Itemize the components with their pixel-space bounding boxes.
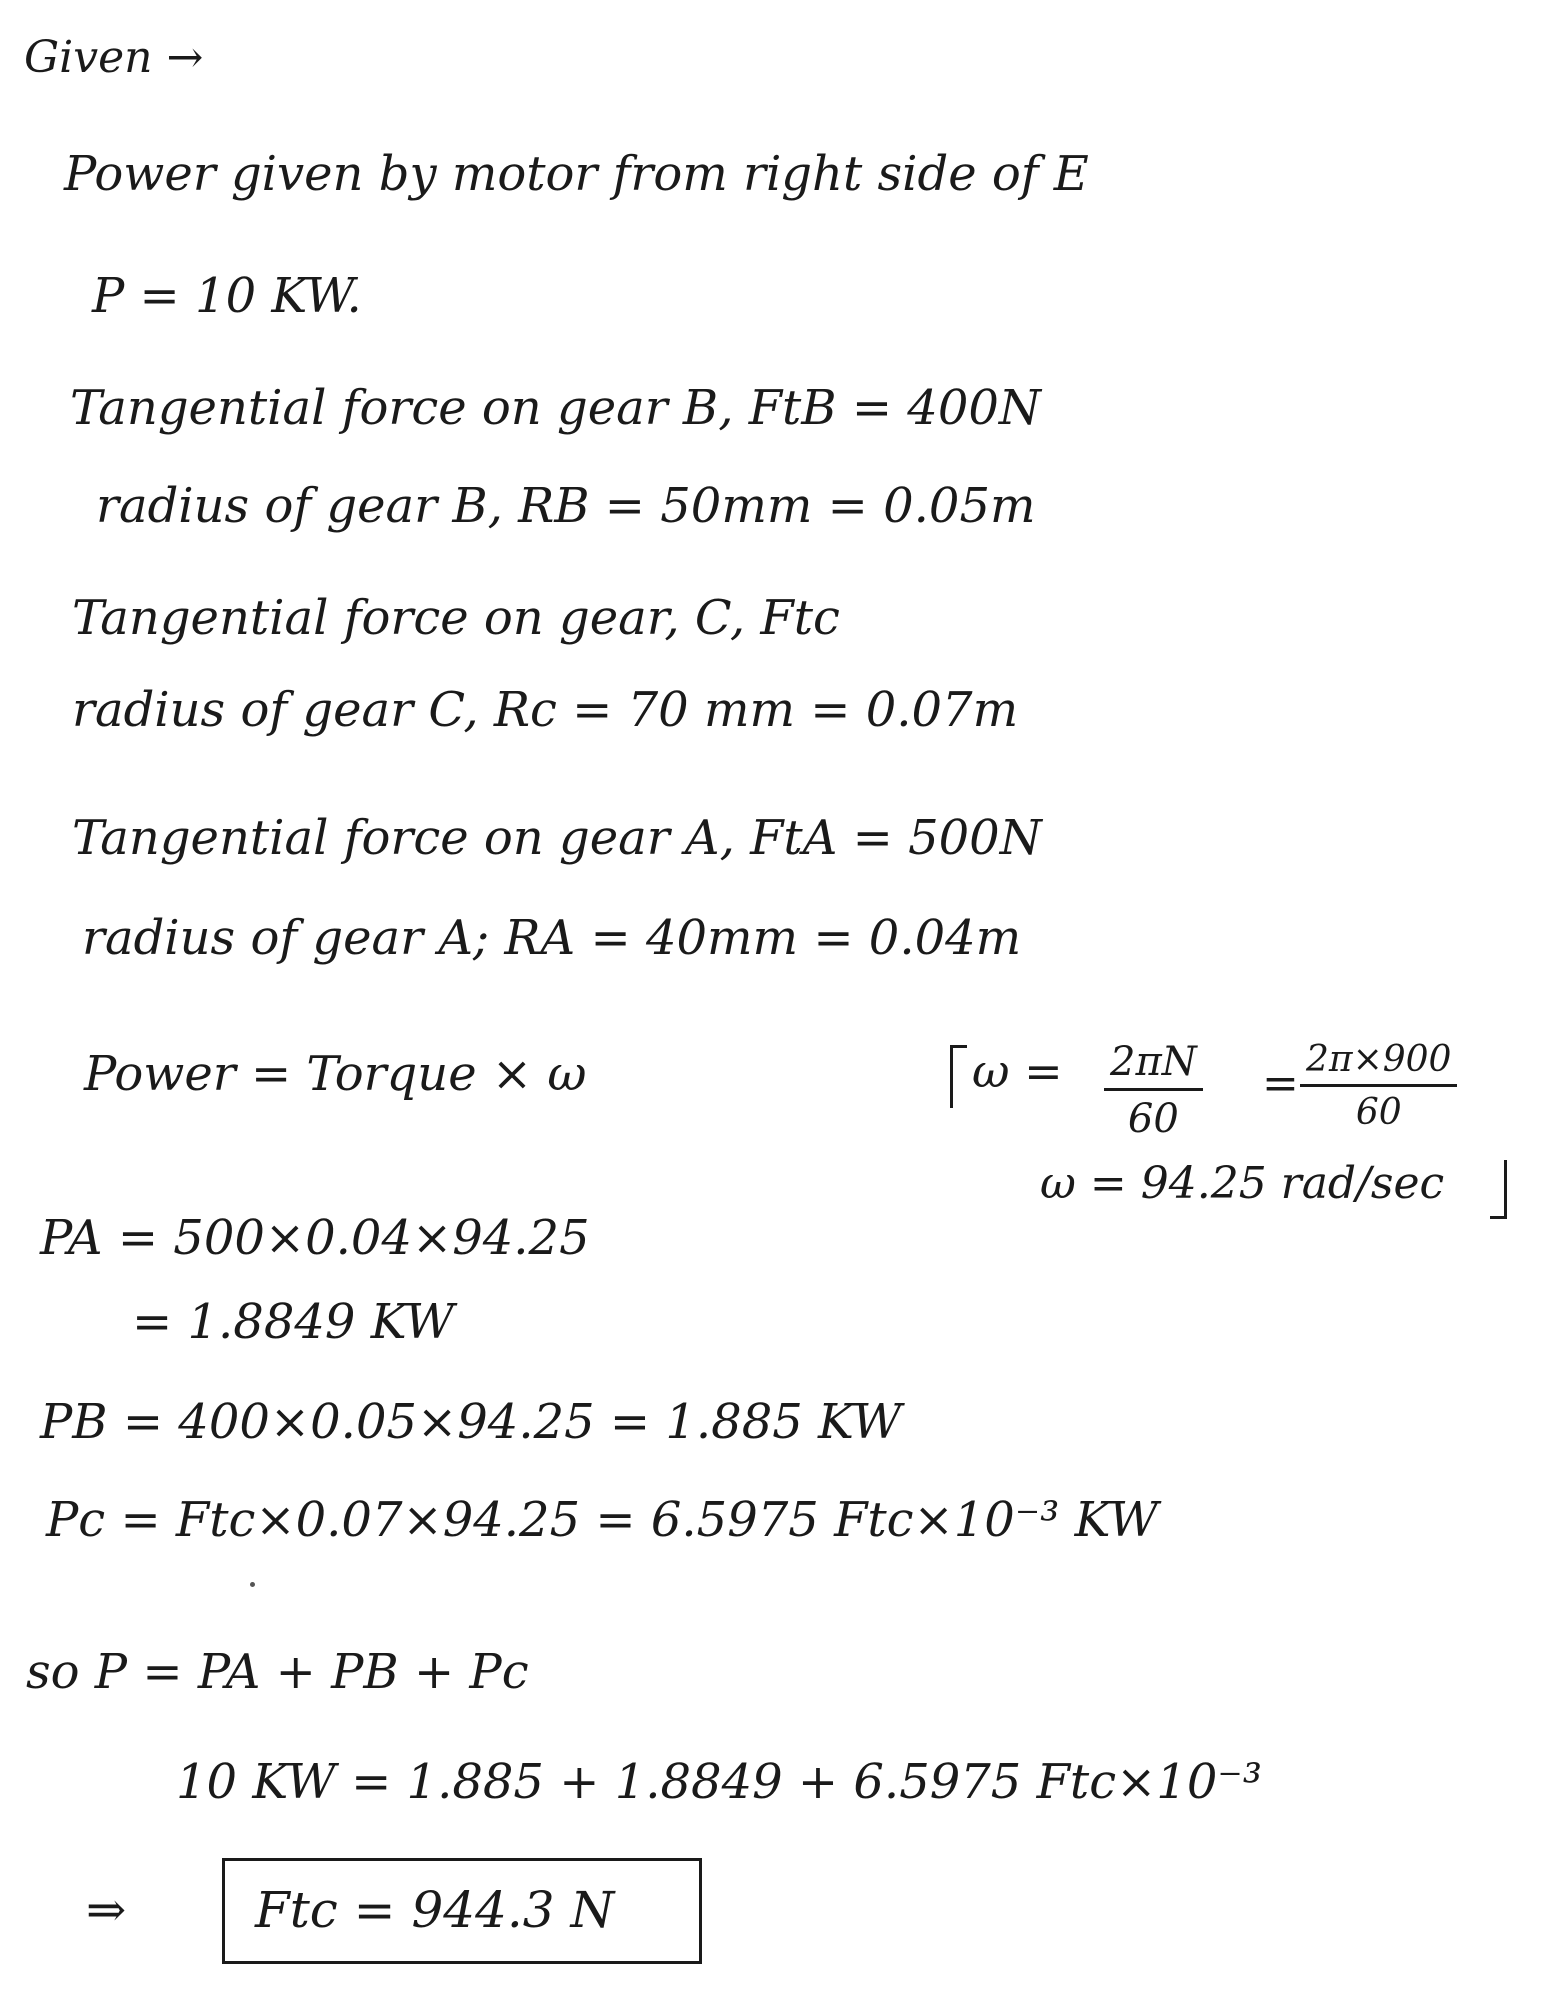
right-bracket: [1490, 1160, 1507, 1219]
fraction-2-numerator: 2π×900: [1300, 1042, 1457, 1087]
omega-fraction-1: [1104, 1039, 1203, 1142]
left-bracket: [950, 1045, 967, 1108]
omega-equals: =: [1262, 1058, 1299, 1109]
pen-mark: [250, 1582, 255, 1587]
final-answer-box: [222, 1858, 702, 1964]
gear-b-radius-line: radius of gear B, RB = 50mm = 0.05m: [96, 478, 1036, 534]
final-answer: Ftc = 944.3 N: [255, 1881, 615, 1939]
pc-calculation-line: Pc = Ftc×0.07×94.25 = 6.5975 Ftc×10⁻³ KW: [46, 1492, 1159, 1548]
gear-b-force-line: Tangential force on gear B, FtB = 400N: [70, 380, 1041, 436]
power-given-line: P = 10 KW.: [92, 268, 362, 324]
power-sum-line: so P = PA + PB + Pc: [26, 1644, 529, 1700]
fraction-1-denominator: 60: [1127, 1096, 1179, 1142]
gear-c-force-line: Tangential force on gear, C, Ftc: [72, 590, 840, 646]
implies-arrow: ⇒: [86, 1882, 127, 1938]
fraction-1-numerator: 2πN: [1104, 1042, 1203, 1091]
gear-a-radius-line: radius of gear A; RA = 40mm = 0.04m: [82, 910, 1022, 966]
pa-calculation-line-1: PA = 500×0.04×94.25: [40, 1210, 590, 1266]
gear-a-force-line: Tangential force on gear A, FtA = 500N: [72, 810, 1042, 866]
omega-fraction-2: [1300, 1039, 1457, 1133]
omega-result: ω = 94.25 rad/sec: [1040, 1158, 1445, 1209]
power-torque-relation: Power = Torque × ω: [84, 1046, 587, 1102]
fraction-2-denominator: 60: [1355, 1092, 1402, 1133]
pa-calculation-line-2: = 1.8849 KW: [132, 1294, 455, 1350]
gear-c-radius-line: radius of gear C, Rc = 70 mm = 0.07m: [72, 682, 1019, 738]
omega-lhs: ω =: [972, 1044, 1063, 1098]
intro-line: Power given by motor from right side of E: [64, 146, 1089, 202]
given-heading: Given →: [24, 32, 204, 83]
pb-calculation-line: PB = 400×0.05×94.25 = 1.885 KW: [40, 1394, 902, 1450]
power-equation-line: 10 KW = 1.885 + 1.8849 + 6.5975 Ftc×10⁻³: [176, 1754, 1262, 1810]
